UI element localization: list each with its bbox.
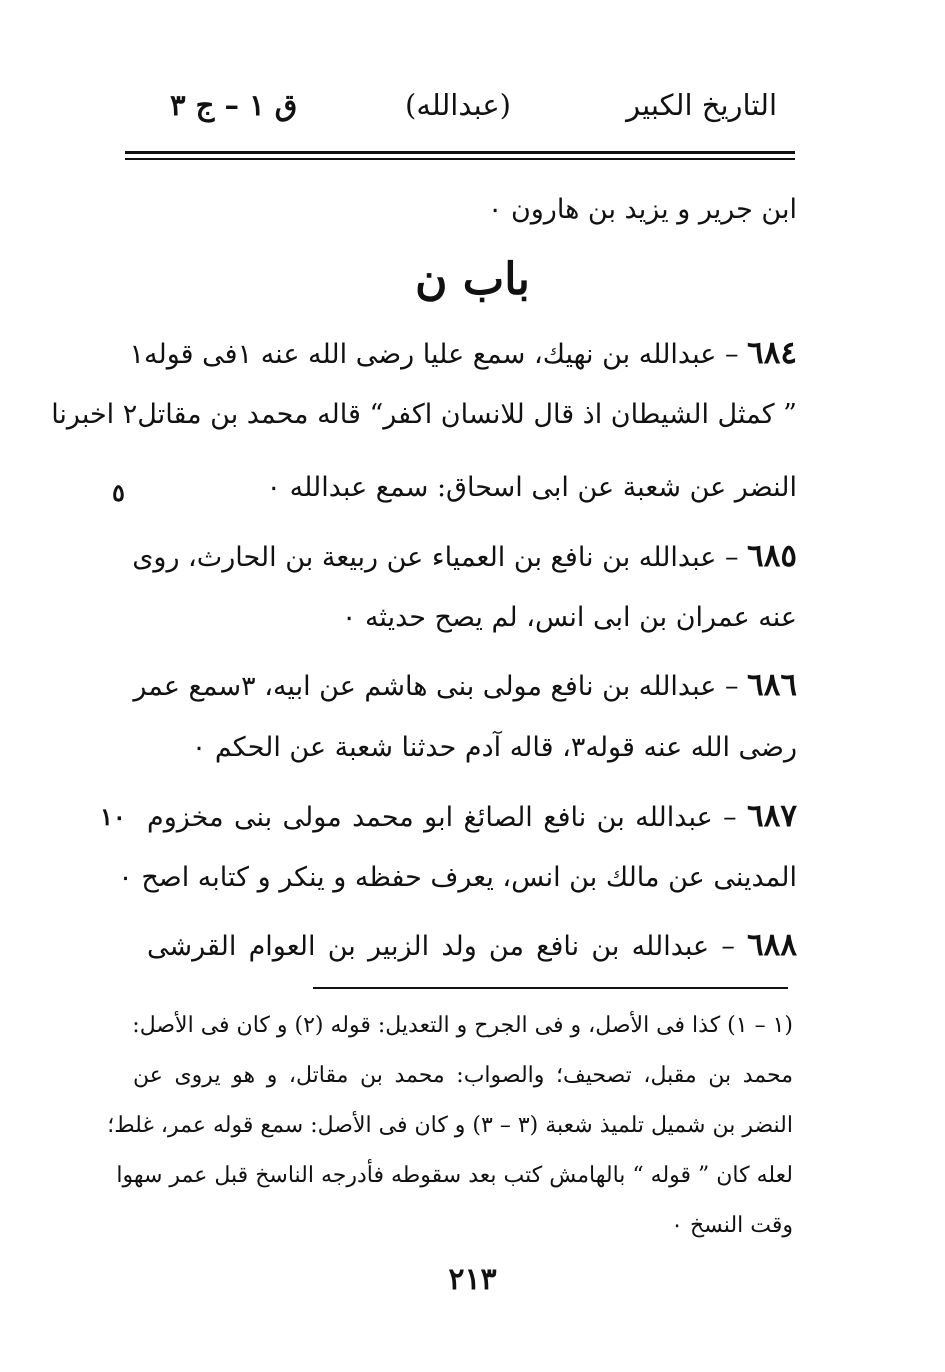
entry-686-line-1	[133, 665, 797, 707]
header-rule-thick	[125, 151, 795, 154]
header-rule-thin	[125, 158, 795, 160]
page-number: ٢١٣	[448, 1262, 497, 1297]
entry-text: – عبدالله بن نهيك، سمع عليا رضى الله عنه ١فى قوله١	[129, 339, 739, 370]
line-margin-number: ٥	[112, 478, 125, 507]
footnote-line: لعله كان ” قوله “ بالهامش كتب بعد سقوطه فأدرجه الناسخ قبل عمر سهوا	[116, 1163, 793, 1188]
entry-687-line-2: المدينى عن مالك بن انس، يعرف حفظه و ينكر و كتابه اصح ٠	[118, 862, 797, 893]
entry-688-line-1	[147, 925, 797, 967]
footnote-line: (١ – ١) كذا فى الأصل، و فى الجرح و التعديل: قوله (٢) و كان فى الأصل:	[132, 1013, 793, 1038]
volume-reference: ق ١ – ج ٣	[170, 88, 298, 122]
entry-text: – عبدالله بن نافع بن العمياء عن ربيعة بن الحارث، روى	[132, 542, 739, 573]
footnote-line: وقت النسخ ٠	[671, 1213, 793, 1238]
entry-text: – عبدالله بن نافع الصائغ ابو محمد مولى بنى مخزوم	[147, 802, 737, 833]
entry-number: ٦٨٦	[747, 667, 797, 703]
entry-684-line-2: ” كمثل الشيطان اذ قال للانسان اكفر“ قاله محمد بن مقاتل٢ اخبرنا	[51, 399, 797, 430]
footnote-rule	[313, 987, 788, 989]
entry-text: – عبدالله بن نافع من ولد الزبير بن العوام القرشى	[147, 931, 735, 962]
line-margin-number: ١٠	[100, 802, 126, 831]
continuation-line: ابن جرير و يزيد بن هارون ٠	[487, 194, 797, 225]
footnote-line: النضر بن شميل تلميذ شعبة (٣ – ٣) و كان فى الأصل: سمع قوله عمر، غلط؛	[107, 1113, 793, 1138]
entry-685-line-1	[132, 536, 797, 578]
entry-number: ٦٨٤	[747, 335, 797, 371]
entry-text: – عبدالله بن نافع مولى بنى هاشم عن ابيه، ٣سمع عمر	[133, 671, 739, 702]
entry-number: ٦٨٥	[747, 538, 797, 574]
entry-number: ٦٨٨	[747, 927, 797, 963]
footnote-line: محمد بن مقبل، تصحيف؛ والصواب: محمد بن مقاتل، و هو يروى عن	[133, 1063, 793, 1088]
entry-684-line-3: النضر عن شعبة عن ابى اسحاق: سمع عبدالله ٠	[266, 472, 797, 503]
entry-number: ٦٨٧	[747, 798, 797, 834]
entry-684-line-1	[129, 333, 797, 375]
running-title: التاريخ الكبير	[626, 88, 777, 122]
entry-685-line-2: عنه عمران بن ابى انس، لم يصح حديثه ٠	[341, 602, 797, 633]
entry-687-line-1	[147, 796, 797, 838]
entry-686-line-2: رضى الله عنه قوله٣، قاله آدم حدثنا شعبة عن الحكم ٠	[191, 732, 797, 763]
running-section: (عبدالله)	[405, 88, 511, 122]
chapter-heading: باب ن	[415, 254, 530, 305]
